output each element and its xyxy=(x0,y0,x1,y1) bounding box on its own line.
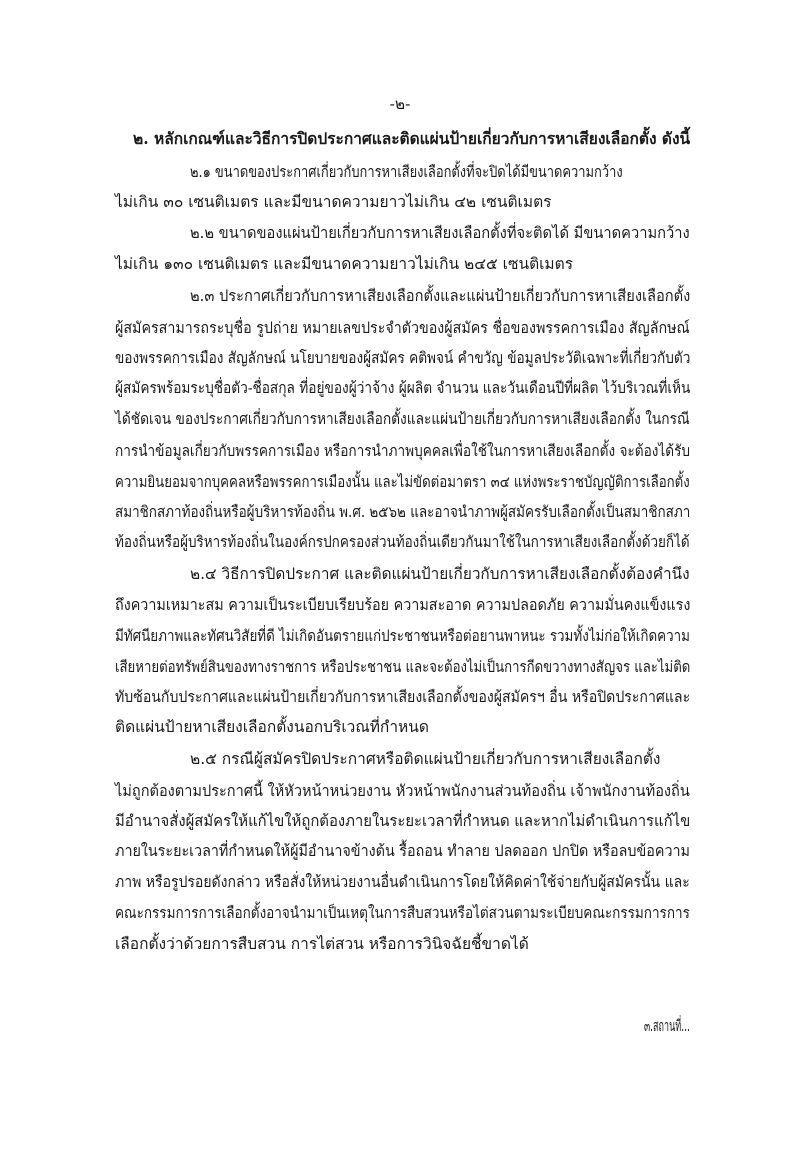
paragraph-line: ถึงความเหมาะสม ความเป็นระเบียบเรียบร้อย ความสะอาด ความปลอดภัย ความมั่นคงแข็งแรง xyxy=(115,596,691,614)
paragraph-line: ๒.๒ ขนาดของแผ่นป้ายเกี่ยวกับการหาเสียงเลือกตั้งที่จะติดได้ มีขนาดความกว้าง xyxy=(190,224,690,242)
paragraph-line: ความยินยอมจากบุคคลหรือพรรคการเมืองนั้น และไม่ขัดต่อมาตรา ๓๔ แห่งพระราชบัญญัติการเลือกตั้ง xyxy=(115,473,690,491)
paragraph-line: มีอำนาจสั่งผู้สมัครให้แก้ไขให้ถูกต้องภายในระยะเวลาที่กำหนด และหากไม่ดำเนินการแก้ไข xyxy=(115,812,691,830)
paragraph-line: ไม่เกิน ๓๐ เซนติเมตร และมีขนาดความยาวไม่เกิน ๔๒ เซนติเมตร xyxy=(115,193,552,211)
paragraph-line: สมาชิกสภาท้องถิ่นหรือผู้บริหารท้องถิ่น พ.ศ. ๒๕๖๒ และอาจนำภาพผู้สมัครรับเลือกตั้งเป็นสมาชิกสภา xyxy=(115,503,691,521)
paragraph-line: ทับซ้อนกับประกาศและแผ่นป้ายเกี่ยวกับการหาเสียงเลือกตั้งของผู้สมัครฯ อื่น หรือปิดประกาศและ xyxy=(115,688,691,706)
paragraph-line: ๒.๕ กรณีผู้สมัครปิดประกาศหรือติดแผ่นป้ายเกี่ยวกับการหาเสียงเลือกตั้ง xyxy=(190,750,661,768)
page-number: -๒- xyxy=(389,95,411,113)
paragraph-line: ผู้สมัครสามารถระบุชื่อ รูปถ่าย หมายเลขประจำตัวของผู้สมัคร ชื่อของพรรคการเมือง สัญลักษณ์ xyxy=(115,319,690,337)
paragraph-line: ภายในระยะเวลาที่กำหนดให้ผู้มีอำนาจข้างต้น รื้อถอน ทำลาย ปลดออก ปกปิด หรือลบข้อความ xyxy=(115,842,690,860)
paragraph-line: ของพรรคการเมือง สัญลักษณ์ นโยบายของผู้สมัคร คติพจน์ คำขวัญ ข้อมูลประวัติเฉพาะที่เกี่ยวกับตัว xyxy=(115,349,691,367)
section-heading: ๒. หลักเกณฑ์และวิธีการปิดประกาศและติดแผ่นป้ายเกี่ยวกับการหาเสียงเลือกตั้ง ดังนี้ xyxy=(133,129,691,148)
paragraph-line: ไม่ถูกต้องตามประกาศนี้ ให้หัวหน้าหน่วยงาน หัวหน้าพนักงานส่วนท้องถิ่น เจ้าพนักงานท้องถิ่น xyxy=(115,782,690,800)
paragraph-line: การนำข้อมูลเกี่ยวกับพรรคการเมือง หรือการนำภาพบุคคลเพื่อใช้ในการหาเสียงเลือกตั้ง จะต้องได้รับ xyxy=(115,442,691,460)
paragraph-line: คณะกรรมการการเลือกตั้งอาจนำมาเป็นเหตุในการสืบสวนหรือไต่สวนตามระเบียบคณะกรรมการการ xyxy=(115,904,690,922)
paragraph-line: ติดแผ่นป้ายหาเสียงเลือกตั้งนอกบริเวณที่กำหนด xyxy=(115,718,429,736)
paragraph-line: ไม่เกิน ๑๓๐ เซนติเมตร และมีขนาดความยาวไม่เกิน ๒๔๕ เซนติเมตร xyxy=(115,255,574,273)
paragraph-line: ได้ชัดเจน ของประกาศเกี่ยวกับการหาเสียงเลือกตั้งและแผ่นป้ายเกี่ยวกับการหาเสียงเลือกตั้ง ในกรณี xyxy=(115,410,690,428)
paragraph-line: ๒.๑ ขนาดของประกาศเกี่ยวกับการหาเสียงเลือกตั้งที่จะปิดได้มีขนาดความกว้าง xyxy=(190,163,623,181)
continuation-note: ๓.สถานที่... xyxy=(644,1017,690,1035)
paragraph-line: ภาพ หรือรูปรอยดังกล่าว หรือสั่งให้หน่วยงานอื่นดำเนินการโดยให้คิดค่าใช้จ่ายกับผู้สมัครนั้น และ xyxy=(115,873,690,891)
paragraph-line: ๒.๔ วิธีการปิดประกาศ และติดแผ่นป้ายเกี่ยวกับการหาเสียงเลือกตั้งต้องคำนึง xyxy=(190,565,690,583)
paragraph-line: เลือกตั้งว่าด้วยการสืบสวน การไต่สวน หรือการวินิจฉัยชี้ขาดได้ xyxy=(115,935,529,953)
paragraph-line: ผู้สมัครพร้อมระบุชื่อตัว-ชื่อสกุล ที่อยู่ของผู้ว่าจ้าง ผู้ผลิต จำนวน และวันเดือนปีที่ผลิต ไว้บริเวณที่เห็น xyxy=(115,379,691,397)
paragraph-line: มีทัศนียภาพและทัศนวิสัยที่ดี ไม่เกิดอันตรายแก่ประชาชนหรือต่อยานพาหนะ รวมทั้งไม่ก่อให้เกิดความ xyxy=(115,627,690,645)
paragraph-line: เสียหายต่อทรัพย์สินของทางราชการ หรือประชาชน และจะต้องไม่เป็นการกีดขวางทางสัญจร และไม่ติด xyxy=(115,658,691,676)
paragraph-line: ท้องถิ่นหรือผู้บริหารท้องถิ่นในองค์กรปกครองส่วนท้องถิ่นเดียวกันมาใช้ในการหาเสียงเลือกตั้งด้วยก็ได้ xyxy=(115,533,690,551)
paragraph-line: ๒.๓ ประกาศเกี่ยวกับการหาเสียงเลือกตั้งและแผ่นป้ายเกี่ยวกับการหาเสียงเลือกตั้ง xyxy=(190,287,691,305)
